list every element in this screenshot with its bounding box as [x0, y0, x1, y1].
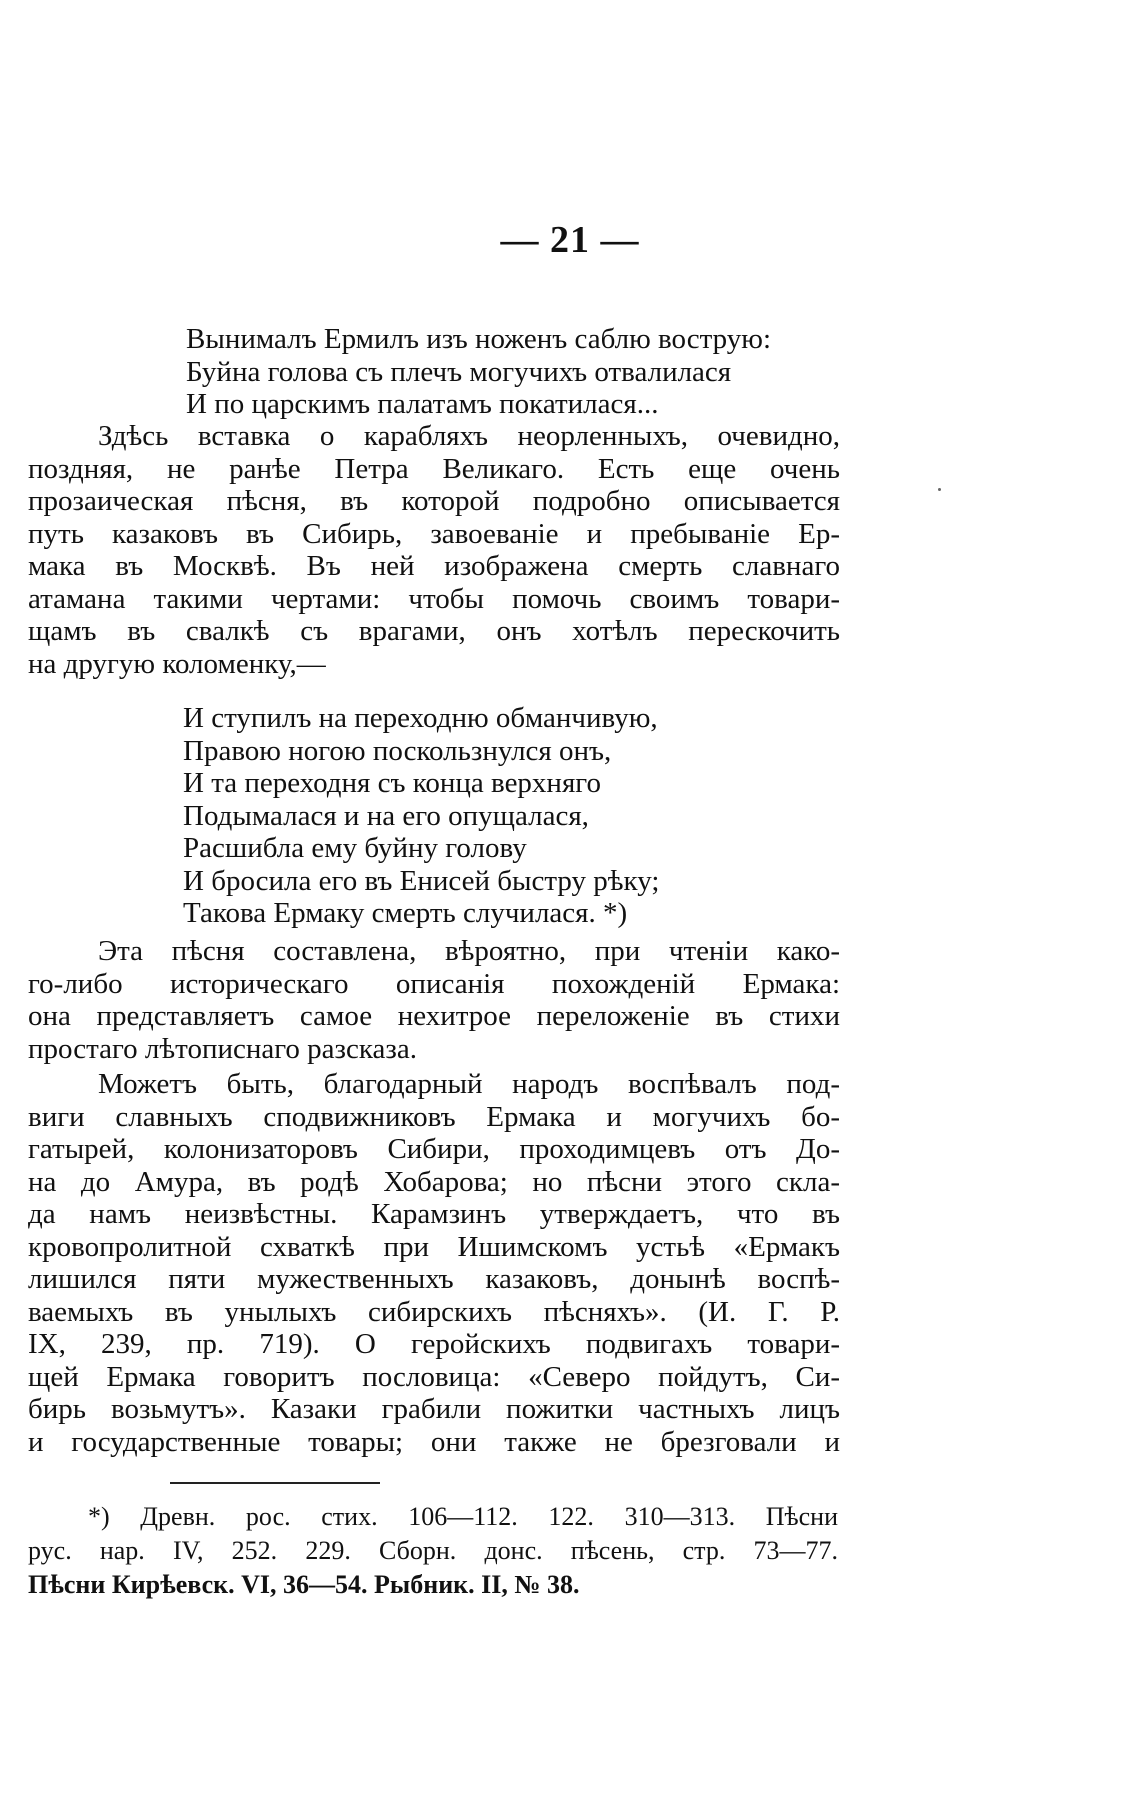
text-line: кровопролитной схваткѣ при Ишимскомъ устьѣ «Ермакъ [28, 1230, 840, 1263]
verse-line: И та переходня съ конца верхняго [183, 767, 601, 799]
text-line: щамъ въ свалкѣ съ врагами, онъ хотѣлъ перескочить [28, 615, 840, 647]
verse-line: И по царскимъ палатамъ покатилася... [186, 388, 659, 420]
text-line: Эта пѣсня составлена, вѣроятно, при чтеніи како- [98, 935, 840, 967]
footnote-line: Пѣсни Кирѣевск. VI, 36—54. Рыбник. II, № 38. [28, 1570, 580, 1599]
text-line: виги славныхъ сподвижниковъ Ермака и могучихъ бо- [28, 1100, 840, 1133]
verse-quote-1 [28, 323, 840, 421]
verse-quote-2 [28, 702, 840, 930]
footnote-divider [170, 1482, 380, 1484]
text-line: ваемыхъ въ унылыхъ сибирскихъ пѣсняхъ». (И. Г. Р. [28, 1295, 840, 1328]
text-line: мака въ Москвѣ. Въ ней изображена смерть славнаго [28, 550, 840, 582]
text-line: Можетъ быть, благодарный народъ воспѣвалъ под- [98, 1068, 840, 1100]
footnote [28, 1500, 838, 1602]
text-line: и государственные товары; они также не брезговали и [28, 1425, 840, 1458]
text-line: простаго лѣтописнаго разсказа. [28, 1032, 417, 1065]
text-line: прозаическая пѣсня, въ которой подробно описывается [28, 485, 840, 517]
page-number: — 21 — [500, 219, 640, 261]
text-line: гатырей, колонизаторовъ Сибири, проходимцевъ отъ До- [28, 1133, 840, 1165]
text-line: го-либо историческаго описанія похожденій Ермака: [28, 967, 840, 1000]
text-line: щей Ермака говоритъ пословица: «Северо пойдутъ, Си- [28, 1360, 840, 1393]
text-line: атамана такими чертами: чтобы помочь своимъ товари- [28, 582, 840, 615]
text-line: IX, 239, пр. 719). О геройскихъ подвигахъ товари- [28, 1328, 840, 1360]
text-line: она представляетъ самое нехитрое переложеніе въ стихи [28, 1000, 840, 1032]
verse-line: Буйна голова съ плечъ могучихъ отвалилася [186, 355, 732, 388]
verse-line: И бросила его въ Енисей быстру рѣку; [183, 864, 660, 897]
text-line: бирь возьмутъ». Казаки грабили пожитки частныхъ лицъ [28, 1393, 840, 1425]
paragraph-3 [28, 1068, 840, 1458]
verse-line: Расшибла ему буйну голову [183, 832, 527, 864]
footnote-line: *) Древн. рос. стих. 106—112. 122. 310—313. Пѣсни [88, 1502, 838, 1531]
print-speck [938, 488, 941, 491]
paragraph-2 [28, 935, 840, 1065]
verse-line: Подымалася и на его опущалася, [183, 799, 589, 832]
verse-line: И ступилъ на переходню обманчивую, [183, 702, 658, 734]
verse-line: Вынималъ Ермилъ изъ ноженъ саблю вострую: [186, 323, 772, 355]
footnote-line: рус. нар. IV, 252. 229. Сборн. донс. пѣсень, стр. 73—77. [28, 1536, 838, 1565]
text-line: на другую коломенку,— [28, 647, 326, 680]
verse-line: Такова Ермаку смерть случилася. *) [183, 897, 628, 929]
text-line: Здѣсь вставка о карабляхъ неорленныхъ, очевидно, [98, 420, 840, 452]
text-line: поздняя, не ранѣе Петра Великаго. Есть еще очень [28, 452, 840, 485]
text-line: лишился пяти мужественныхъ казаковъ, донынѣ воспѣ- [28, 1263, 840, 1295]
text-line: на до Амура, въ родѣ Хобарова; но пѣсни этого скла- [28, 1165, 840, 1198]
paragraph-1 [28, 420, 840, 680]
text-line: да намъ неизвѣстны. Карамзинъ утверждаетъ, что въ [28, 1198, 840, 1230]
verse-line: Правою ногою поскользнулся онъ, [183, 734, 612, 767]
text-line: путь казаковъ въ Сибирь, завоеваніе и пребываніе Ер- [28, 517, 840, 550]
